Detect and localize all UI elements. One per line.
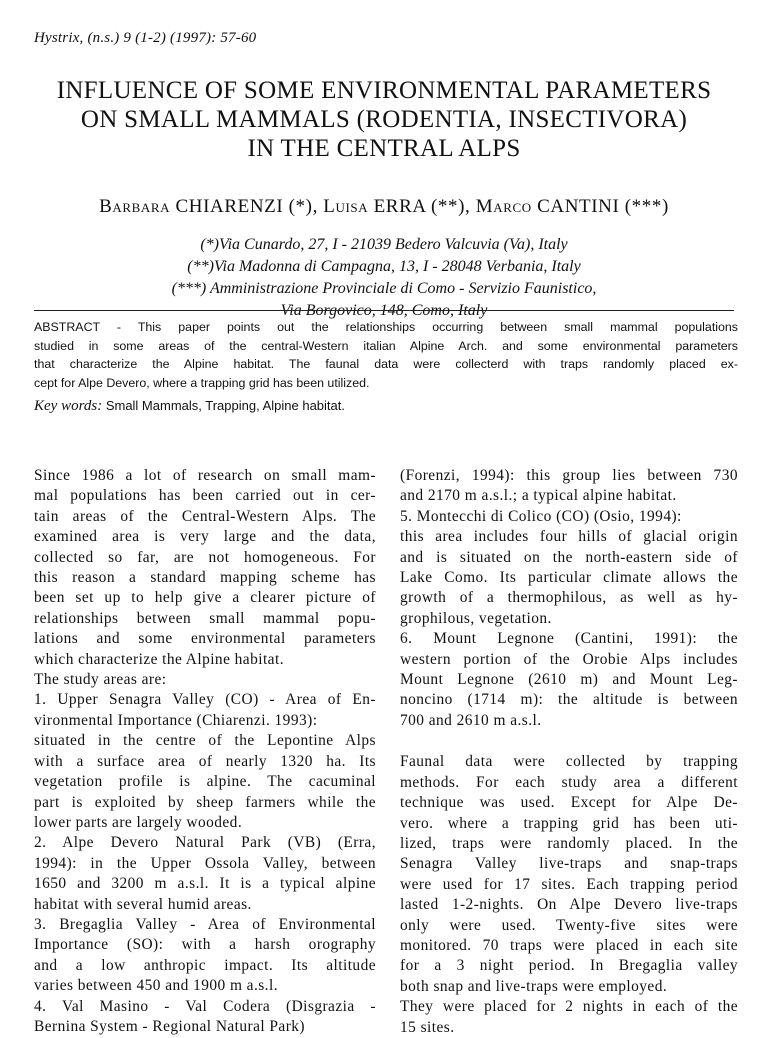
text-line: been set up to help give a clearer picture of [34,589,376,607]
text-line: noncino (1714 m): the altitude is between [400,691,738,709]
text-line: western portion of the Orobie Alps includes [400,650,738,668]
text-line: Faunal data were collected by trapping [400,753,738,771]
text-line: 4. Val Masino - Val Codera (Disgrazia - [34,997,376,1015]
text-line: monitored. 70 traps were placed in each site [400,936,738,954]
text-line: vironmental Importance (Chiarenzi. 1993): [34,711,318,729]
text-line: and a low anthropic impact. Its altitude [34,956,376,974]
title-line: INFLUENCE OF SOME ENVIRONMENTAL PARAMETERS [56,77,712,104]
abstract-line: that characterize the Alpine habitat. The faunal data were collecterd with traps randomly placed ex- [34,357,738,371]
text-line: tain areas of the Central-Western Alps. The [34,507,376,525]
text-line: habitat with several humid areas. [34,895,252,913]
text-line: lized, traps were randomly placed. In the [400,834,738,852]
affiliation-line: (**)Via Madonna di Campagna, 13, I - 28048 Verbania, Italy [187,258,581,275]
text-line: were used for 17 sites. Each trapping period [400,875,738,893]
author-list [0,196,768,218]
text-line: They were placed for 2 nights in each of the [400,998,738,1016]
author-first-name: Barbara [99,196,171,217]
author-last-name: CANTINI (***) [531,196,669,217]
text-line: methods. For each study area a different [400,773,738,791]
text-line: growth of a thermophilous, as well as hy- [400,589,738,607]
text-line: technique was used. Except for Alpe De- [400,794,738,812]
text-line: The study areas are: [34,671,167,689]
journal-citation: Hystrix, (n.s.) 9 (1-2) (1997): 57-60 [34,30,257,46]
affiliation-line: (***) Amministrazione Provinciale di Como - Servizio Faunistico, [171,280,597,297]
body-column-right [400,466,738,1038]
text-line: 1994): in the Upper Ossola Valley, between [34,854,376,872]
separator-rule [34,310,734,311]
text-line: 6. Mount Legnone (Cantini, 1991): the [400,630,738,648]
paper-title [0,76,768,163]
text-line: collected so far, are not homogeneous. For [34,548,376,566]
text-line: Bernina System - Regional Natural Park) [34,1017,306,1035]
author-last-name: ERRA (**), [368,196,476,217]
text-line: situated in the centre of the Lepontine Alps [34,732,376,750]
text-line: both snap and live-traps were employed. [400,977,668,995]
text-line: mal populations has been carried out in cer- [34,487,376,505]
text-line: varies between 450 and 1900 m a.s.l. [34,977,279,995]
body-column-left [34,466,376,1037]
affiliation-line: Via Borgovico, 148, Como, Italy [280,302,488,319]
text-line: vero. where a trapping grid has been uti- [400,814,738,832]
text-line: 5. Montecchi di Colico (CO) (Osio, 1994): [400,507,682,525]
paragraph [400,752,738,1038]
text-line: only were used. Twenty-five sites were [400,916,738,934]
text-line: 1650 and 3200 m a.s.l. It is a typical alpine [34,875,376,893]
text-line: 1. Upper Senagra Valley (CO) - Area of En- [34,691,376,709]
text-line: 700 and 2610 m a.s.l. [400,711,542,729]
keywords-text: Small Mammals, Trapping, Alpine habitat. [102,398,345,413]
text-line: grophilous, vegetation. [400,609,552,627]
text-line: Senagra Valley live-traps and snap-traps [400,855,738,873]
text-line: for a 3 night period. In Bregaglia valley [400,957,738,975]
author-first-name: Luisa [323,196,369,217]
text-line: lasted 1-2-nights. On Alpe Devero live-traps [400,896,738,914]
affiliations [0,234,768,322]
text-line: Lake Como. Its particular climate allows the [400,569,738,587]
text-line: lations and some environmental parameters [34,630,376,648]
text-line: 2. Alpe Devero Natural Park (VB) (Erra, [34,834,376,852]
paragraph [34,466,376,1037]
text-line: Since 1986 a lot of research on small mam- [34,467,376,484]
text-line: relationships between small mammal popu- [34,609,376,627]
text-line: part is exploited by sheep farmers while the [34,793,376,811]
text-line: which characterize the Alpine habitat. [34,650,284,668]
text-line: vegetation profile is alpine. The cacuminal [34,773,376,791]
text-line: lower parts are largely wooded. [34,813,243,831]
title-line: IN THE CENTRAL ALPS [247,135,521,162]
paragraph [400,466,738,731]
keywords-label: Key words: [34,398,103,414]
text-line: 15 sites. [400,1018,455,1036]
text-line: 3. Bregaglia Valley - Area of Environmental [34,915,376,933]
keywords [34,398,738,415]
title-line: ON SMALL MAMMALS (RODENTIA, INSECTIVORA) [80,106,688,133]
text-line: (Forenzi, 1994): this group lies between 730 [400,467,738,484]
text-line: this reason a standard mapping scheme has [34,569,376,587]
text-line: and is situated on the north-eastern side of [400,548,738,566]
abstract-line: ABSTRACT - This paper points out the relationships occurring between small mammal populations [34,320,738,334]
abstract-line: cept for Alpe Devero, where a trapping grid has been utilized. [34,375,370,390]
text-line: with a surface area of nearly 1320 ha. Its [34,752,376,770]
author-last-name: CHIARENZI (*), [170,196,324,217]
text-line: this area includes four hills of glacial origin [400,528,738,546]
text-line: Importance (SO): with a harsh orography [34,936,376,954]
abstract-line: studied in some areas of the central-Western italian Alpine Arch. and some environmental parameters [34,338,738,353]
text-line: Mount Legnone (2610 m) and Mount Leg- [400,671,738,689]
text-line: examined area is very large and the data, [34,528,376,546]
author-first-name: Marco [475,196,532,217]
affiliation-line: (*)Via Cunardo, 27, I - 21039 Bedero Valcuvia (Va), Italy [200,236,568,253]
abstract [34,318,738,392]
text-line: and 2170 m a.s.l.; a typical alpine habitat. [400,487,677,505]
